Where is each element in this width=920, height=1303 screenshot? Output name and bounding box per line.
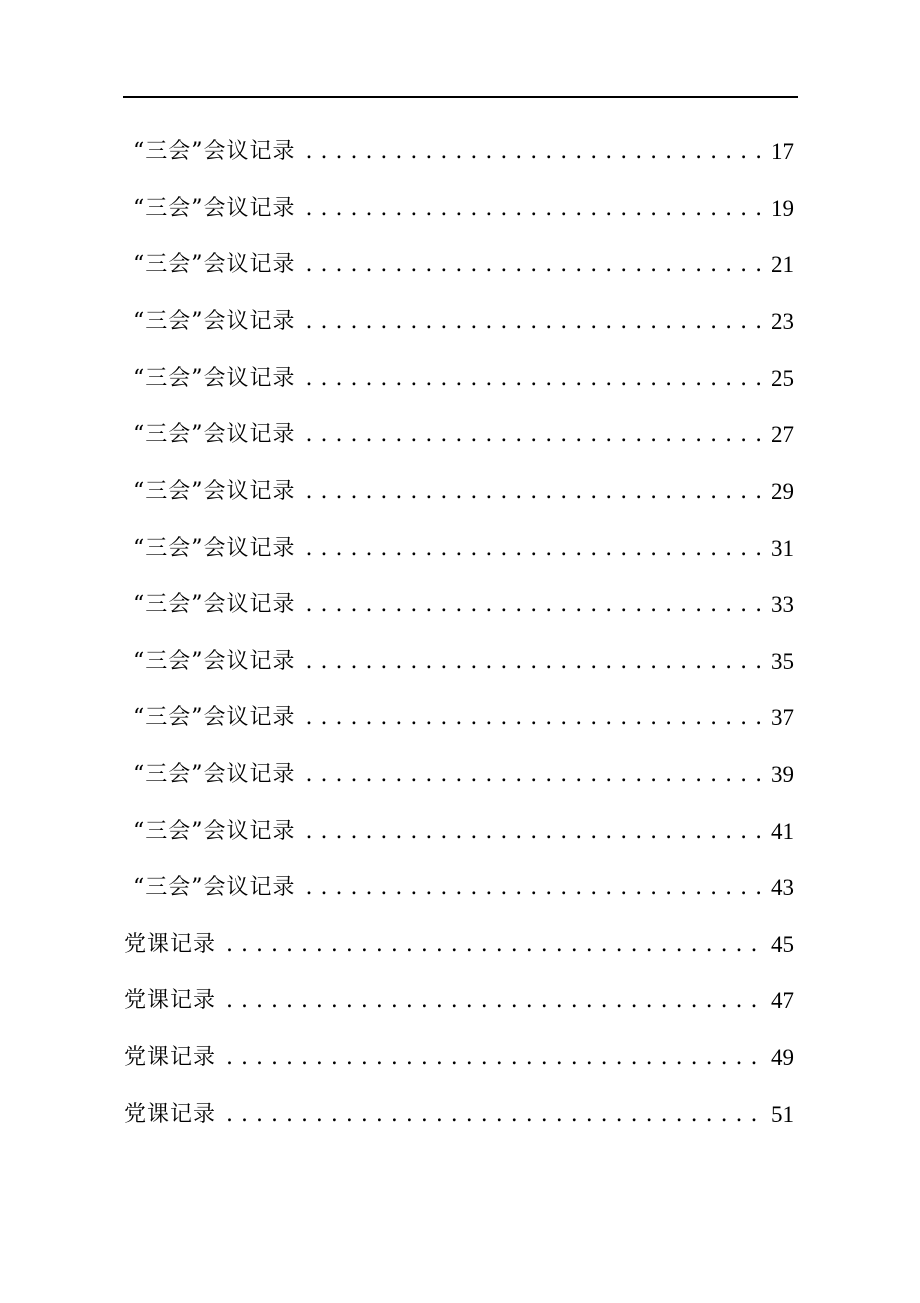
toc-entry-title: 党课记录 [124, 1045, 217, 1070]
toc-entry-title: “三会”会议记录 [133, 819, 296, 844]
toc-entry-title: 党课记录 [124, 988, 217, 1013]
toc-dot-leader [306, 534, 766, 564]
toc-entry-title: “三会”会议记录 [133, 479, 296, 504]
toc-entry-title: “三会”会议记录 [133, 649, 296, 674]
toc-entry[interactable] [133, 420, 794, 450]
toc-entry[interactable] [133, 760, 794, 790]
toc-entry-page: 29 [771, 479, 794, 504]
toc-entry[interactable] [133, 364, 794, 394]
toc-entry[interactable] [133, 703, 794, 733]
toc-entry[interactable] [133, 647, 794, 677]
toc-entry-page: 35 [771, 649, 794, 674]
toc-dot-leader [306, 420, 766, 450]
toc-dot-leader [306, 760, 766, 790]
toc-entry-page: 17 [771, 139, 794, 164]
toc-entry-page: 31 [771, 536, 794, 561]
toc-entry-page: 37 [771, 705, 794, 730]
toc-entry-title: “三会”会议记录 [133, 592, 296, 617]
toc-entry-title: “三会”会议记录 [133, 422, 296, 447]
toc-entry-page: 21 [771, 252, 794, 277]
toc-dot-leader [306, 817, 766, 847]
toc-entry-title: “三会”会议记录 [133, 705, 296, 730]
toc-entry-title: “三会”会议记录 [133, 139, 296, 164]
toc-dot-leader [226, 930, 765, 960]
toc-entry[interactable] [133, 590, 794, 620]
toc-dot-leader [306, 307, 766, 337]
toc-entry-title: “三会”会议记录 [133, 536, 296, 561]
toc-dot-leader [226, 986, 765, 1016]
toc-entry[interactable] [124, 986, 794, 1016]
toc-dot-leader [306, 590, 766, 620]
toc-dot-leader [306, 703, 766, 733]
toc-entry[interactable] [133, 250, 794, 280]
toc-entry-page: 51 [771, 1102, 794, 1127]
toc-entry-page: 41 [771, 819, 794, 844]
toc-entry-page: 47 [771, 988, 794, 1013]
toc-entry-page: 45 [771, 932, 794, 957]
toc-dot-leader [226, 1100, 765, 1130]
toc-entry-page: 49 [771, 1045, 794, 1070]
toc-dot-leader [306, 477, 766, 507]
toc-dot-leader [306, 194, 766, 224]
toc-entry[interactable] [133, 194, 794, 224]
toc-entry[interactable] [133, 817, 794, 847]
toc-entry-title: “三会”会议记录 [133, 252, 296, 277]
toc-entry-page: 39 [771, 762, 794, 787]
toc-entry-title: 党课记录 [124, 932, 217, 957]
toc-entry-title: “三会”会议记录 [133, 196, 296, 221]
toc-entry-page: 27 [771, 422, 794, 447]
toc-entry-page: 19 [771, 196, 794, 221]
toc-entry-title: “三会”会议记录 [133, 366, 296, 391]
toc-entry-title: “三会”会议记录 [133, 875, 296, 900]
header-rule [123, 96, 798, 98]
toc-entry[interactable] [124, 930, 794, 960]
toc-entry[interactable] [133, 534, 794, 564]
toc-entry[interactable] [124, 1043, 794, 1073]
toc-entry[interactable] [133, 137, 794, 167]
toc-entry[interactable] [133, 477, 794, 507]
toc-entry-page: 25 [771, 366, 794, 391]
toc-entry-page: 33 [771, 592, 794, 617]
toc-dot-leader [306, 364, 766, 394]
toc-entry-page: 43 [771, 875, 794, 900]
toc-entry-title: “三会”会议记录 [133, 309, 296, 334]
toc-entry[interactable] [133, 307, 794, 337]
toc-entry-page: 23 [771, 309, 794, 334]
toc-entry[interactable] [124, 1100, 794, 1130]
toc-entry[interactable] [133, 873, 794, 903]
toc-dot-leader [226, 1043, 765, 1073]
toc-dot-leader [306, 873, 766, 903]
toc-dot-leader [306, 137, 766, 167]
toc-dot-leader [306, 250, 766, 280]
toc-entry-title: 党课记录 [124, 1102, 217, 1127]
toc-entry-title: “三会”会议记录 [133, 762, 296, 787]
toc-dot-leader [306, 647, 766, 677]
